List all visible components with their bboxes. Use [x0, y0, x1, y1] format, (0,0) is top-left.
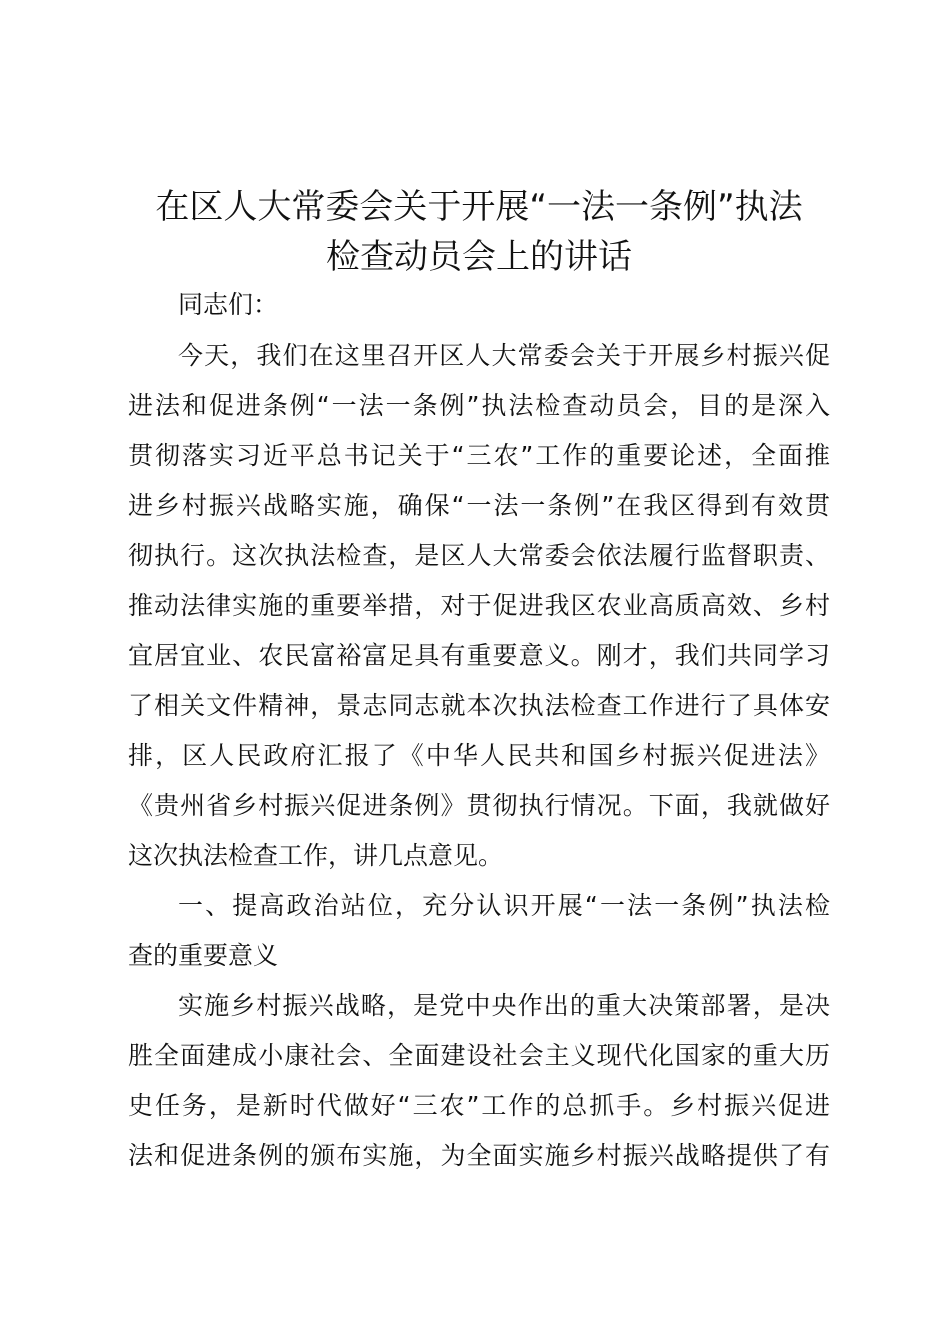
paragraph-2-line: 史任务，是新时代做好“三农”工作的总抓手。乡村振兴促进	[128, 1091, 830, 1120]
document-title-line-2: 检查动员会上的讲话	[326, 237, 632, 277]
section-heading-line: 一、提高政治站位，充分认识开展“一法一条例”执法检	[178, 891, 830, 920]
paragraph-2-line: 实施乡村振兴战略，是党中央作出的重大决策部署，是决	[178, 991, 830, 1020]
paragraph-1-line: 贯彻落实习近平总书记关于“三农”工作的重要论述，全面推	[128, 441, 830, 470]
paragraph-1-line: 今天，我们在这里召开区人大常委会关于开展乡村振兴促	[178, 341, 830, 370]
paragraph-1-line: 排，区人民政府汇报了《中华人民共和国乡村振兴促进法》	[128, 741, 830, 770]
paragraph-1-line: 《贵州省乡村振兴促进条例》贯彻执行情况。下面，我就做好	[128, 791, 830, 820]
paragraph-1-line: 了相关文件精神，景志同志就本次执法检查工作进行了具体安	[128, 691, 830, 720]
paragraph-2-line: 法和促进条例的颁布实施，为全面实施乡村振兴战略提供了有	[128, 1141, 830, 1170]
paragraph-1-line: 彻执行。这次执法检查，是区人大常委会依法履行监督职责、	[128, 541, 830, 570]
salutation: 同志们：	[178, 290, 279, 319]
paragraph-1-line: 这次执法检查工作，讲几点意见。	[128, 841, 504, 870]
paragraph-2-line: 胜全面建成小康社会、全面建设社会主义现代化国家的重大历	[128, 1041, 830, 1070]
paragraph-1-line: 进法和促进条例“一法一条例”执法检查动员会，目的是深入	[128, 391, 830, 420]
section-heading-line: 查的重要意义	[128, 941, 279, 970]
paragraph-1-line: 推动法律实施的重要举措，对于促进我区农业高质高效、乡村	[128, 591, 830, 620]
document-title-line-1: 在区人大常委会关于开展“一法一条例”执法	[155, 187, 803, 227]
paragraph-1-line: 进乡村振兴战略实施，确保“一法一条例”在我区得到有效贯	[128, 491, 830, 520]
paragraph-1-line: 宜居宜业、农民富裕富足具有重要意义。刚才，我们共同学习	[128, 641, 830, 670]
